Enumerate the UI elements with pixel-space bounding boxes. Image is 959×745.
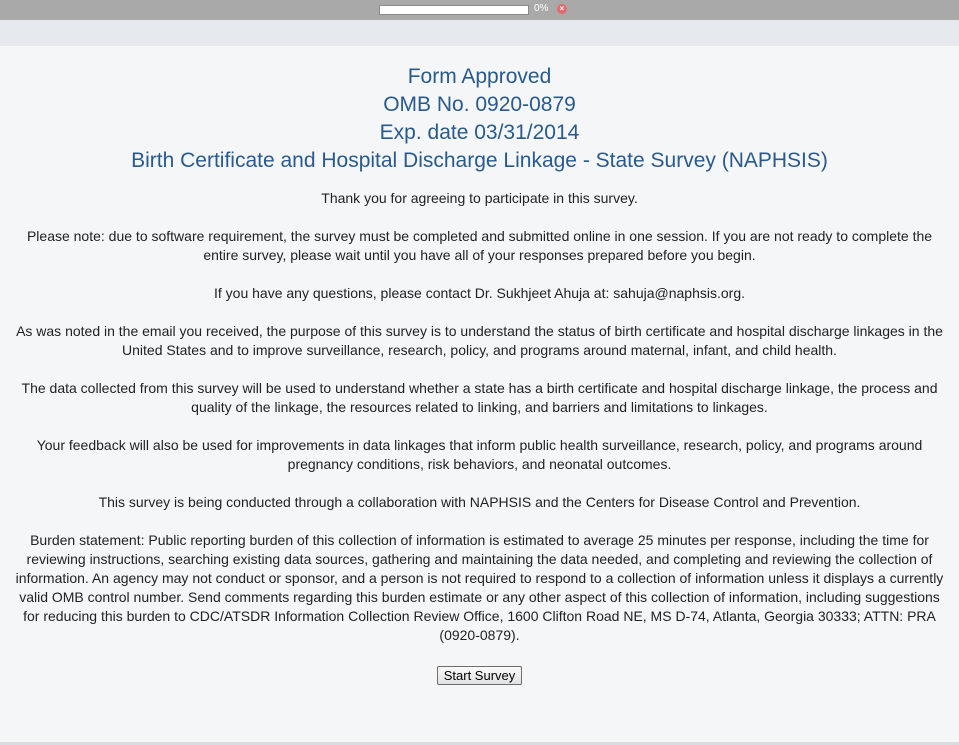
sub-header-bar [0, 20, 959, 46]
purpose-paragraph: As was noted in the email you received, the purpose of this survey is to understand the status of birth certificate and hospital discharge linkages in the United States and to improve surveillance, research, policy, and programs around maternal, infant, and child health. [16, 323, 943, 358]
progress-label: 0% [534, 3, 549, 14]
survey-header [0, 63, 959, 175]
burden-statement-paragraph: Burden statement: Public reporting burden of this collection of information is estimated to average 25 minutes per response, including the time for reviewing instructions, searching existing data sources, gathering and maintaining the data needed, and completing and reviewing the collection of information. An agency may not conduct or sponsor, and a person is not required to respond to a collection of information unless it displays a currently valid OMB control number. Send comments regarding this burden estimate or any other aspect of this collection of information, including suggestions for reducing this burden to CDC/ATSDR Information Collection Review Office, 1600 Clifton Road NE, MS D-74, Atlanta, Georgia 30333; ATTN: PRA (0920-0879). [15, 532, 944, 643]
omb-number-line: OMB No. 0920-0879 [383, 93, 576, 116]
close-icon[interactable]: × [557, 4, 567, 14]
survey-welcome-page [0, 46, 959, 742]
thank-you-paragraph: Thank you for agreeing to participate in this survey. [321, 190, 638, 206]
progress-bar-area [0, 0, 959, 20]
feedback-paragraph: Your feedback will also be used for improvements in data linkages that inform public health surveillance, research, policy, and programs around pregnancy conditions, risk behaviors, and neonatal outcomes. [36, 437, 923, 472]
contact-paragraph: If you have any questions, please contact Dr. Sukhjeet Ahuja at: sahuja@naphsis.org. [214, 285, 745, 301]
data-use-paragraph: The data collected from this survey will be used to understand whether a state has a birth certificate and hospital discharge linkage, the process and quality of the linkage, the resources related to linking, and barriers and limitations to linkages. [21, 380, 938, 415]
collaboration-paragraph: This survey is being conducted through a collaboration with NAPHSIS and the Centers for Disease Control and Prevention. [98, 494, 861, 510]
intro-text [0, 189, 959, 645]
note-paragraph: Please note: due to software requirement, the survey must be completed and submitted online in one session. If you are not ready to complete the entire survey, please wait until you have all of your responses prepared before you begin. [26, 228, 933, 263]
progress-track [379, 5, 529, 15]
start-survey-button[interactable]: Start Survey [437, 666, 523, 685]
expiration-date-line: Exp. date 03/31/2014 [379, 121, 580, 144]
survey-title: Birth Certificate and Hospital Discharge Linkage - State Survey (NAPHSIS) [131, 149, 828, 172]
form-approved-line: Form Approved [407, 65, 552, 88]
